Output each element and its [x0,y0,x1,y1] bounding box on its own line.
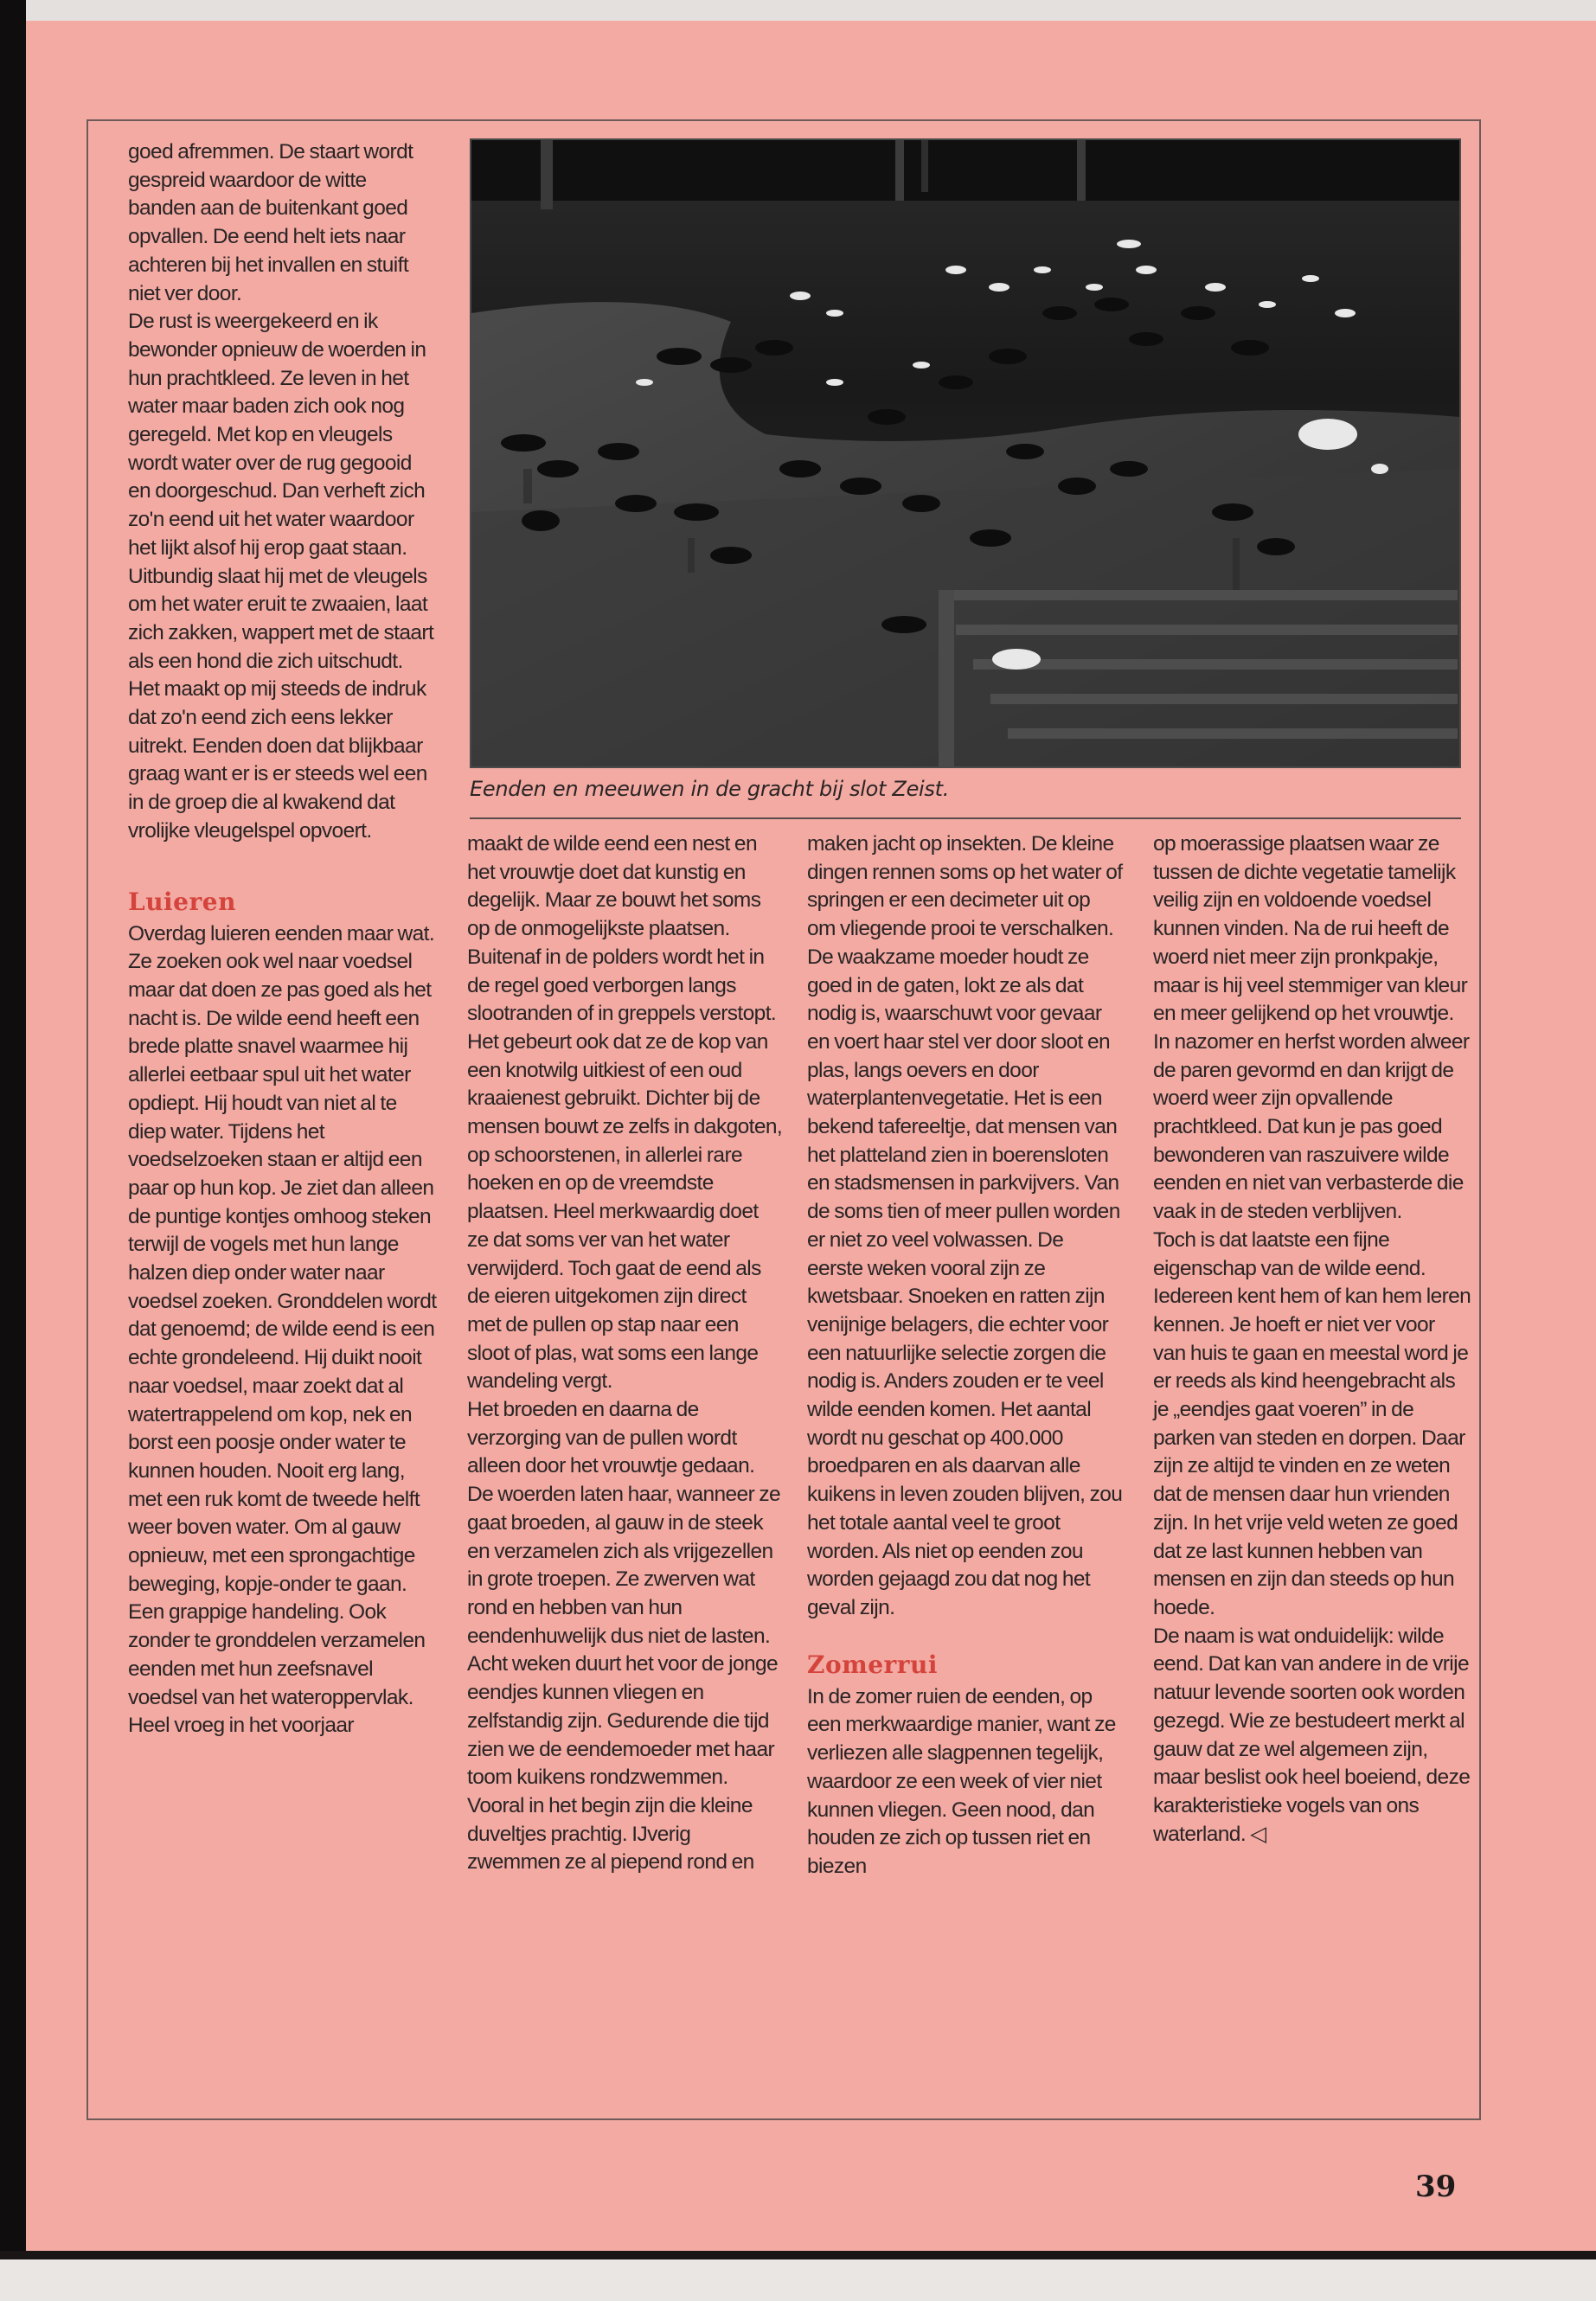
paragraph: maakt de wilde eend een nest en het vrouwtje doet dat kunstig en degelijk. Maar ze bouwt het soms op de onmogelijkste plaatsen. Buitenaf in de polders wordt het in de regel goed verborgen langs slootranden of in greppels verstopt. Het gebeurt ook dat ze de kop van een knotwilg uitkiest of een oud kraaienest gebruikt. Dichter bij de mensen bouwt ze zelfs in dakgoten, op schoorstenen, in allerlei rare hoeken en op de vreemdste plaatsen. Heel merkwaardig doet ze dat soms ver van het water verwijderd. Toch gaat de eend als de eieren uitgekomen zijn direct met de pullen op stap naar een sloot of plas, wat soms een lange wandeling vergt. [467,832,783,1394]
end-mark-icon: ◁ [1250,1822,1267,1846]
paragraph: In de zomer ruien de eenden, op een merkwaardige manier, want ze verliezen alle slagpennen tegelijk, waardoor ze een week of vier niet kunnen vliegen. Geen nood, dan houden ze zich op tussen riet en biezen [807,1684,1116,1878]
paragraph: De rust is weergekeerd en ik bewonder opnieuw de woerden in hun prachtkleed. Ze leven in het water maar baden zich ook nog geregeld. Met kop en vleugels wordt water over de rug gegooid en doorgeschud. Dan verheft zich zo'n eend uit het water waardoor het lijkt alsof hij erop gaat staan. Uitbundig slaat hij met de vleugels om het water eruit te zwaaien, laat zich zakken, wappert met de staart als een hond die zich uitschudt. Het maakt op mij steeds de indruk dat zo'n eend zich eens lekker uitrekt. Eenden doen dat blijkbaar graag want er is er steeds wel een in de groep die al kwakend dat vrolijke vleugelspel opvoert. [128,310,434,843]
paragraph: Heel vroeg in het voorjaar [128,1714,354,1738]
scan-edge-bottom-bar [0,2251,1596,2259]
paragraph: maken jacht op insekten. De kleine dingen rennen soms op het water of springen er een decimeter uit op om vliegende prooi te verschalken. De waakzame moeder houdt ze goed in de gaten, lokt ze als dat nodig is, waarschuwt voor gevaar en voert haar stel ver door sloot en plas, langs oevers en door waterplantenvegetatie. Het is een bekend tafereeltje, dat mensen van het platteland zien in boerensloten en stadsmensen in parkvijvers. Van de soms tien of meer pullen worden er niet zo veel volwassen. De eerste weken vooral zijn ze kwetsbaar. Snoeken en ratten zijn venijnige belagers, die echter voor een natuurlijke selectie zorgen die nodig is. Anders zouden er te veel wilde eenden komen. Het aantal wordt nu geschat op 400.000 broedparen en als daarvan alle kuikens in leven zouden blijven, zou het totale aantal veel te groot worden. Als niet op eenden zou worden gejaagd zou dat nog het geval zijn. [807,832,1123,1619]
photo-caption: Eenden en meeuwen in de gracht bij slot Zeist. [470,777,950,801]
text-column-4 [1153,830,1471,1849]
text-column-1 [128,138,438,1740]
final-text: De naam is wat onduidelijk: wilde eend. Dat kan van andere in de vrije natuur levende soorten ook worden gezegd. Wie ze bestudeert merkt al gauw dat ze wel algemeen zijn, maar beslist ook heel boeiend, deze karakteristieke vogels van ons waterland. [1153,1624,1471,1846]
photo-image [471,140,1459,766]
scan-edge-top [0,0,1596,21]
paragraph-final [1153,1623,1471,1849]
scan-edge-left [0,0,26,2301]
page-number: 39 [1415,2170,1457,2204]
paragraph: Toch is dat laatste een fijne eigenschap van de wilde eend. Iedereen kent hem of kan hem leren kennen. Je hoeft er niet ver voor van huis te gaan en meestal word je er reeds als kind heengebracht als je „eendjes gaat voeren” in de parken van steden en dorpen. Daar zijn ze altijd te vinden en ze weten dat de mensen daar hun vrienden zijn. In het vrije veld weten ze goed dat ze last kunnen hebben van mensen en zijn dan steeds op hun hoede. [1153,1227,1471,1619]
photo-ducks-and-gulls [470,138,1461,768]
scan-edge-bottom [0,2254,1596,2301]
paragraph: op moerassige plaatsen waar ze tussen de dichte vegetatie tamelijk veilig zijn en voldoende voedsel kunnen vinden. Na de rui heeft de woerd niet meer zijn pronkpakje, maar is hij veel stemmiger van kleur en meer gelijkend op het vrouwtje. In nazomer en herfst worden alweer de paren gevormd en dan krijgt de woerd weer zijn opvallende prachtkleed. Dat kun je pas goed bewonderen van raszuivere wilde eenden en niet van verbasterde die vaak in de steden verblijven. [1153,832,1470,1224]
text-column-3 [807,830,1123,1881]
paragraph: goed afremmen. De staart wordt gespreid waardoor de witte banden aan de buitenkant goed opvallen. De eend helt iets naar achteren bij het invallen en stuift niet ver door. [128,140,413,305]
caption-rule [470,817,1461,819]
paragraph: Overdag luieren eenden maar wat. Ze zoeken ook wel naar voedsel maar dat doen ze pas goed als het nacht is. De wilde eend heeft een brede platte snavel waarmee hij allerlei eetbaar spul uit het water opdiept. Hij houdt van niet al te diep water. Tijdens het voedselzoeken staan er altijd een paar op hun kop. Je ziet dan alleen de puntige kontjes omhoog steken terwijl de vogels met hun lange halzen diep onder water naar voedsel zoeken. Gronddelen wordt dat genoemd; de wilde eend is een echte grondeleend. Hij duikt nooit naar voedsel, maar zoekt dat al watertrappelend om kop, nek en borst een poosje onder water te kunnen houden. Nooit erg lang, met een ruk komt de tweede helft weer boven water. Om al gauw opnieuw, met een sprongachtige beweging, kopje-onder te gaan. Een grappige handeling. Ook zonder te gronddelen verzamelen eenden met hun zeefsnavel voedsel van het wateroppervlak. [128,921,437,1709]
section-heading-zomerrui: Zomerrui [807,1650,939,1679]
paragraph: Het broeden en daarna de verzorging van de pullen wordt alleen door het vrouwtje gedaan. De woerden laten haar, wanneer ze gaat broeden, al gauw in de steek en verzamelen zich als vrijgezellen in grote troepen. Ze zwerven wat rond en hebben van hun eendenhuwelijk dus niet de lasten. Acht weken duurt het voor de jonge eendjes kunnen vliegen en zelfstandig zijn. Gedurende die tijd zien we de eendemoeder met haar toom kuikens rondzwemmen. Vooral in het begin zijn die kleine duveltjes prachtig. IJverig zwemmen ze al piepend rond en [467,1398,781,1875]
section-heading-luieren: Luieren [128,887,236,916]
text-column-2 [467,830,783,1877]
